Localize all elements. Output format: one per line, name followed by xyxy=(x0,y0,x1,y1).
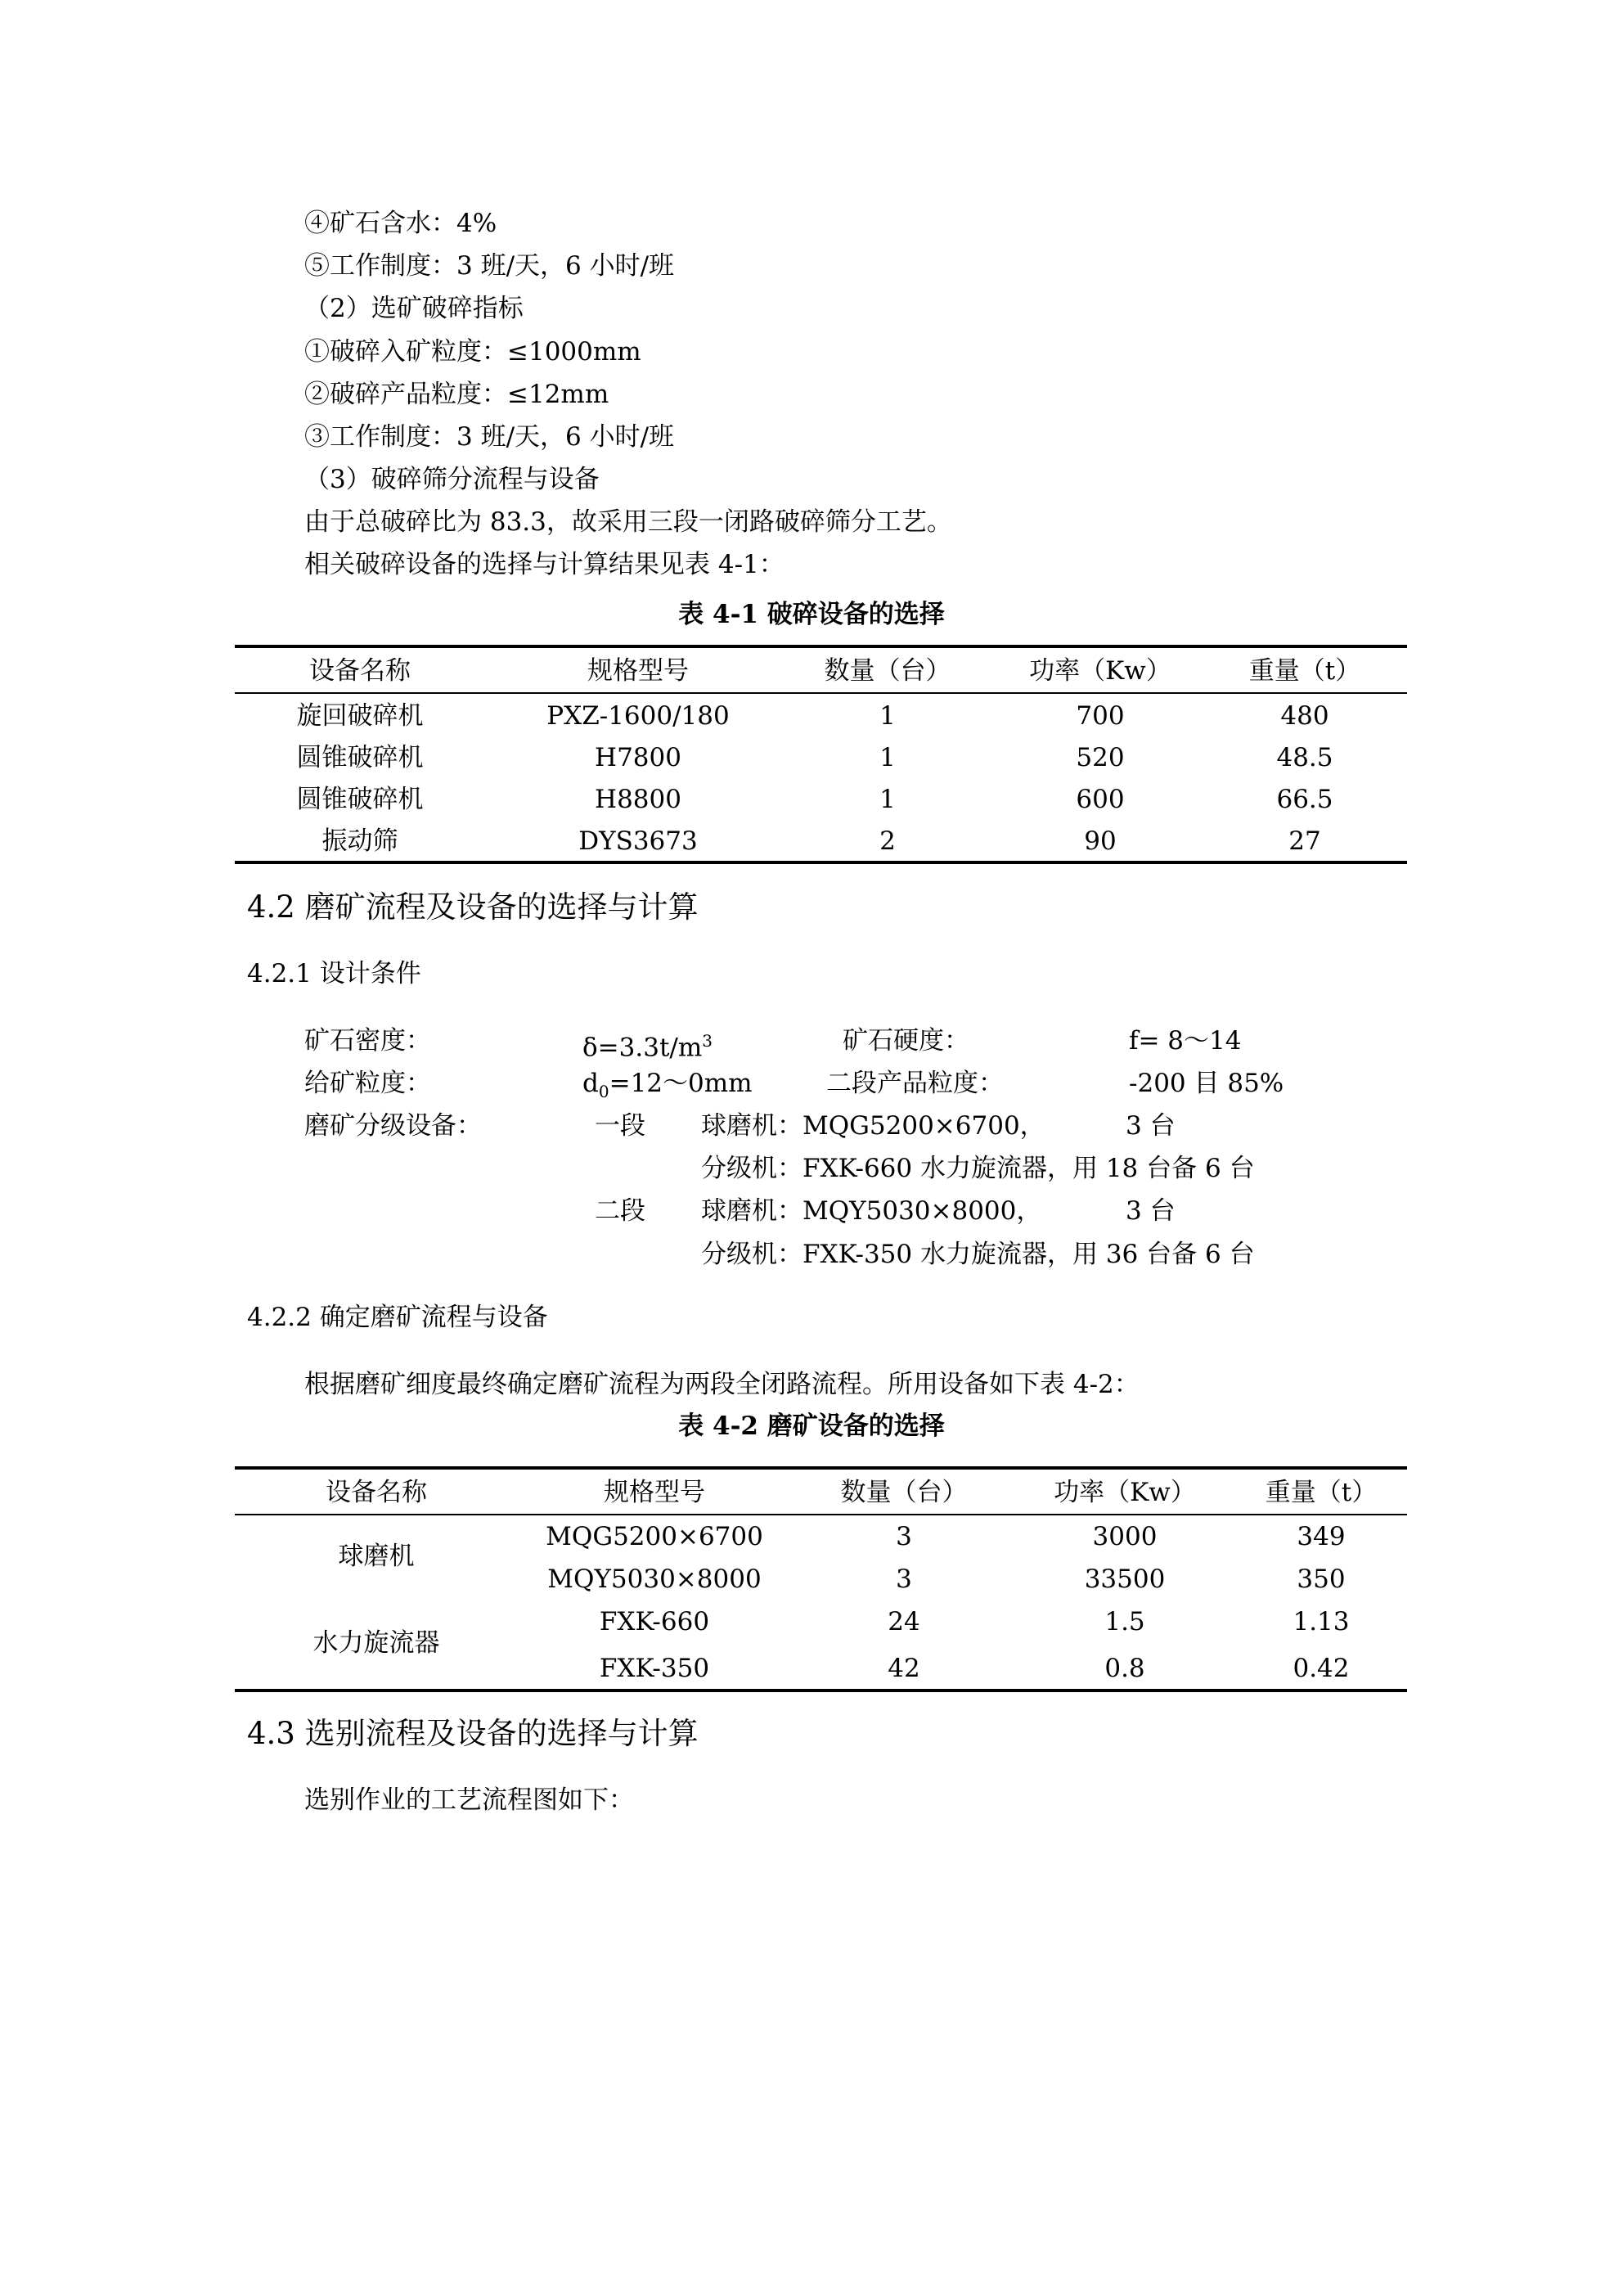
table1-cell: 480 xyxy=(1280,701,1329,731)
equipment-label: 磨矿分级设备： xyxy=(304,1111,482,1141)
table1-header: 数量（台） xyxy=(824,656,951,686)
table2-cell: 3 xyxy=(896,1522,912,1551)
table1-cell: 520 xyxy=(1076,743,1125,772)
table1-cell: 700 xyxy=(1076,701,1125,731)
product-size-label: 二段产品粒度： xyxy=(826,1069,1004,1098)
table1-cell: 圆锥破碎机 xyxy=(296,743,424,772)
table1-header: 设备名称 xyxy=(309,656,411,686)
paragraph: 选别作业的工艺流程图如下： xyxy=(304,1785,634,1815)
paragraph: 根据磨矿细度最终确定磨矿流程为两段全闭路流程。所用设备如下表 4-2： xyxy=(304,1370,1140,1399)
table2-cell: MQG5200×6700 xyxy=(546,1522,763,1551)
table1-caption: 表 4-1 破碎设备的选择 xyxy=(678,600,945,629)
feed-size-label: 给矿粒度： xyxy=(304,1069,431,1098)
table1-cell: 48.5 xyxy=(1276,743,1333,772)
table1-cell: H7800 xyxy=(595,743,681,772)
feed-size-value: $d_0=12\sim 0mm$ xyxy=(582,1069,753,1102)
table2-cell: 33500 xyxy=(1084,1564,1166,1594)
table2-top-rule xyxy=(235,1466,1407,1470)
table2-cell: 3 xyxy=(896,1564,912,1594)
table1-cell: PXZ-1600/180 xyxy=(546,701,730,731)
intro-line: ③工作制度：3 班/天，6 小时/班 xyxy=(304,422,675,452)
table2-mid-rule xyxy=(235,1514,1407,1515)
intro-line: ⑤工作制度：3 班/天，6 小时/班 xyxy=(304,251,675,281)
table2-bottom-rule xyxy=(235,1689,1407,1692)
intro-line: 由于总破碎比为 83.3，故采用三段一闭路破碎筛分工艺。 xyxy=(304,507,952,537)
table2-cell: 1.5 xyxy=(1104,1607,1145,1636)
table1-cell: H8800 xyxy=(595,785,681,814)
density-label: 矿石密度： xyxy=(304,1026,431,1056)
table1-cell: 90 xyxy=(1084,826,1117,856)
stage1-label: 一段 xyxy=(595,1111,645,1141)
table2-cell: 350 xyxy=(1297,1564,1346,1594)
table1-cell: 66.5 xyxy=(1276,785,1333,814)
intro-line: ①破碎入矿粒度：≤1000mm xyxy=(304,337,641,367)
table2-cell: 0.42 xyxy=(1293,1654,1350,1683)
intro-line: （2）选矿破碎指标 xyxy=(304,294,524,323)
table2-cell: 3000 xyxy=(1092,1522,1158,1551)
stage2-classifier: 分级机：FXK-350 水力旋流器，用 36 台备 6 台 xyxy=(701,1240,1255,1269)
table1-cell: 2 xyxy=(879,826,896,856)
table1-mid-rule xyxy=(235,692,1407,694)
table1-cell: 1 xyxy=(879,785,896,814)
table1-bottom-rule xyxy=(235,861,1407,864)
table1-cell: DYS3673 xyxy=(578,826,698,856)
table2-cell: 1.13 xyxy=(1293,1607,1350,1636)
table1-cell: 27 xyxy=(1288,826,1321,856)
table1-header: 规格型号 xyxy=(587,656,689,686)
stage1-mill-count: 3 台 xyxy=(1126,1111,1176,1141)
density-value: $\delta=3.3t/m^3$ xyxy=(582,1031,713,1063)
table2-group-name: 水力旋流器 xyxy=(312,1628,440,1658)
table2-cell: 0.8 xyxy=(1104,1654,1145,1683)
stage2-label: 二段 xyxy=(595,1196,645,1226)
subsection-heading: 4.2.1 设计条件 xyxy=(247,959,421,988)
table1-cell: 1 xyxy=(879,743,896,772)
stage2-mill-count: 3 台 xyxy=(1126,1196,1176,1226)
intro-line: （3）破碎筛分流程与设备 xyxy=(304,465,600,494)
table1-header: 功率（Kw） xyxy=(1029,656,1171,686)
stage1-mill: 球磨机：MQG5200×6700， xyxy=(701,1111,1045,1141)
table1-top-rule xyxy=(235,645,1407,648)
table2-cell: 24 xyxy=(888,1607,920,1636)
table2-header: 功率（Kw） xyxy=(1054,1478,1196,1507)
intro-line: ④矿石含水：4% xyxy=(304,209,497,238)
table2-cell: FXK-660 xyxy=(599,1607,710,1636)
section-heading: 4.3 选别流程及设备的选择与计算 xyxy=(247,1716,699,1751)
table2-cell: FXK-350 xyxy=(599,1654,710,1683)
table1-cell: 1 xyxy=(879,701,896,731)
stage1-classifier: 分级机：FXK-660 水力旋流器，用 18 台备 6 台 xyxy=(701,1154,1255,1183)
table2-group-name: 球磨机 xyxy=(338,1542,415,1571)
subsection-heading: 4.2.2 确定磨矿流程与设备 xyxy=(247,1303,548,1332)
table1-header: 重量（t） xyxy=(1248,656,1361,686)
table2-header: 规格型号 xyxy=(604,1478,705,1507)
table1-cell: 旋回破碎机 xyxy=(296,701,424,731)
table2-caption: 表 4-2 磨矿设备的选择 xyxy=(678,1411,945,1441)
hardness-value: f= 8～14 xyxy=(1129,1026,1242,1056)
section-heading: 4.2 磨矿流程及设备的选择与计算 xyxy=(247,889,699,925)
table2-cell: 42 xyxy=(888,1654,920,1683)
intro-line: 相关破碎设备的选择与计算结果见表 4-1： xyxy=(304,550,785,579)
product-size-value: -200 目 85% xyxy=(1129,1069,1284,1098)
table2-header: 重量（t） xyxy=(1265,1478,1378,1507)
table2-cell: MQY5030×8000 xyxy=(547,1564,762,1594)
table1-cell: 600 xyxy=(1076,785,1125,814)
stage2-mill: 球磨机：MQY5030×8000， xyxy=(701,1196,1042,1226)
intro-line: ②破碎产品粒度：≤12mm xyxy=(304,380,609,409)
table1-cell: 圆锥破碎机 xyxy=(296,785,424,814)
table2-header: 设备名称 xyxy=(326,1478,427,1507)
hardness-label: 矿石硬度： xyxy=(843,1026,969,1056)
table2-header: 数量（台） xyxy=(840,1478,968,1507)
table1-cell: 振动筛 xyxy=(321,826,398,856)
table2-cell: 349 xyxy=(1297,1522,1346,1551)
